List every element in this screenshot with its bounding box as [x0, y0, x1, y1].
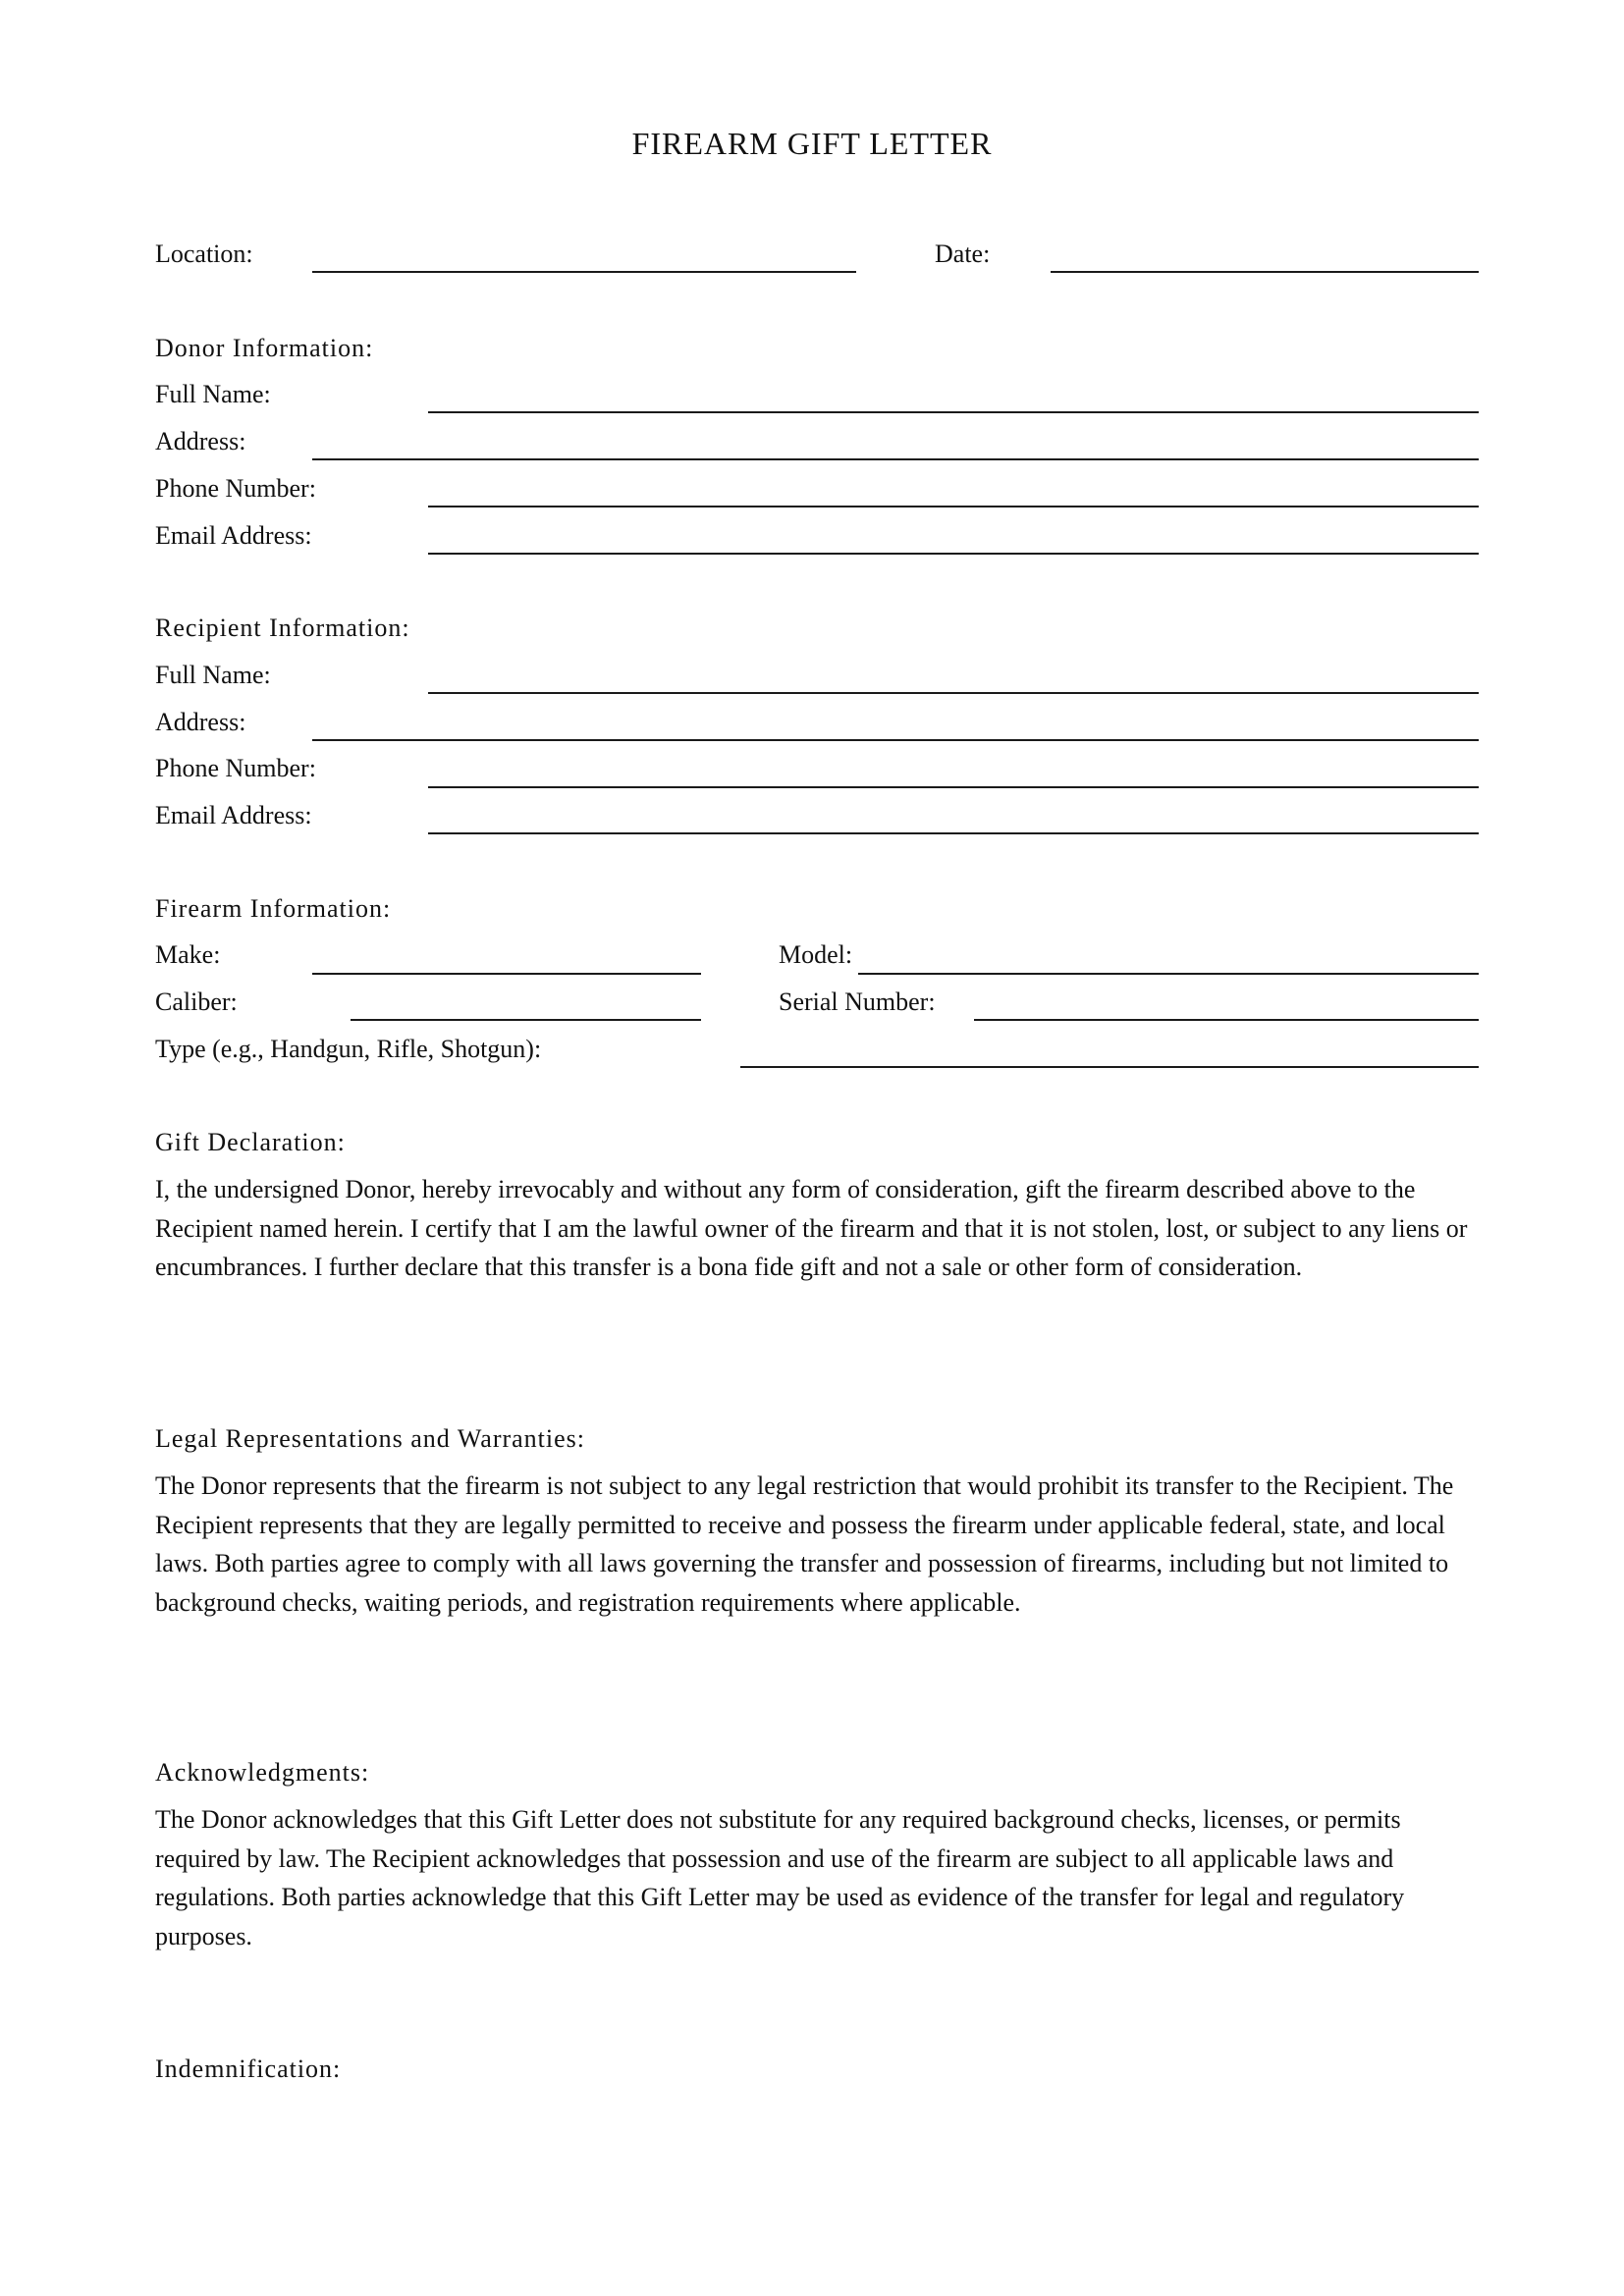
location-label: Location: — [155, 240, 253, 268]
make-label: Make: — [155, 940, 221, 969]
serial-number-label: Serial Number: — [779, 988, 936, 1016]
caliber-field[interactable] — [351, 1019, 701, 1021]
acknowledgments-heading: Acknowledgments: — [155, 1758, 370, 1787]
indemnification-heading: Indemnification: — [155, 2055, 342, 2083]
type-label: Type (e.g., Handgun, Rifle, Shotgun): — [155, 1035, 542, 1063]
donor-heading: Donor Information: — [155, 334, 374, 362]
recipient-address-label: Address: — [155, 708, 246, 736]
donor-email-label: Email Address: — [155, 521, 312, 550]
gift-declaration-heading: Gift Declaration: — [155, 1128, 346, 1156]
model-field[interactable] — [858, 973, 1479, 975]
donor-address-label: Address: — [155, 427, 246, 455]
recipient-full-name-field[interactable] — [428, 692, 1479, 694]
page-title: FIREARM GIFT LETTER — [631, 126, 993, 161]
donor-phone-field[interactable] — [428, 506, 1479, 507]
gift-declaration-text: I, the undersigned Donor, hereby irrevocably and without any form of consideration, gift the firearm described above to the Recipient named herein. I certify that I am the lawful owner of the firearm and that it is not stolen, lost, or subject to any liens or encumbrances. I further declare that this transfer is a bona fide gift and not a sale or other form of consideration. — [155, 1175, 1468, 1281]
acknowledgments-text: The Donor acknowledges that this Gift Letter does not substitute for any required background checks, licenses, or permits required by law. The Recipient acknowledges that possession and use of the firearm are subject to all applicable laws and regulations. Both parties acknowledge that this Gift Letter may be used as evidence of the transfer for legal and regulatory purposes. — [155, 1805, 1405, 1950]
recipient-email-label: Email Address: — [155, 801, 312, 829]
recipient-phone-field[interactable] — [428, 786, 1479, 788]
serial-number-field[interactable] — [974, 1019, 1479, 1021]
recipient-phone-label: Phone Number: — [155, 754, 316, 782]
legal-heading: Legal Representations and Warranties: — [155, 1424, 586, 1453]
recipient-full-name-label: Full Name: — [155, 661, 271, 689]
recipient-address-field[interactable] — [312, 739, 1479, 741]
type-field[interactable] — [740, 1066, 1479, 1068]
donor-full-name-label: Full Name: — [155, 380, 271, 408]
location-field[interactable] — [312, 271, 856, 273]
firearm-heading: Firearm Information: — [155, 894, 392, 923]
model-label: Model: — [779, 940, 853, 969]
donor-email-field[interactable] — [428, 553, 1479, 555]
legal-text: The Donor represents that the firearm is not subject to any legal restriction that would prohibit its transfer to the Recipient. The Recipient represents that they are legally permitted to receive and possess the firearm under applicable federal, state, and local laws. Both parties agree to comply with all laws governing the transfer and possession of firearms, including but not limited to background checks, waiting periods, and registration requirements where applicable. — [155, 1471, 1454, 1617]
date-field[interactable] — [1051, 271, 1479, 273]
donor-address-field[interactable] — [312, 458, 1479, 460]
recipient-email-field[interactable] — [428, 832, 1479, 834]
recipient-heading: Recipient Information: — [155, 614, 410, 642]
make-field[interactable] — [312, 973, 701, 975]
caliber-label: Caliber: — [155, 988, 238, 1016]
donor-phone-label: Phone Number: — [155, 474, 316, 503]
date-label: Date: — [935, 240, 991, 268]
donor-full-name-field[interactable] — [428, 411, 1479, 413]
